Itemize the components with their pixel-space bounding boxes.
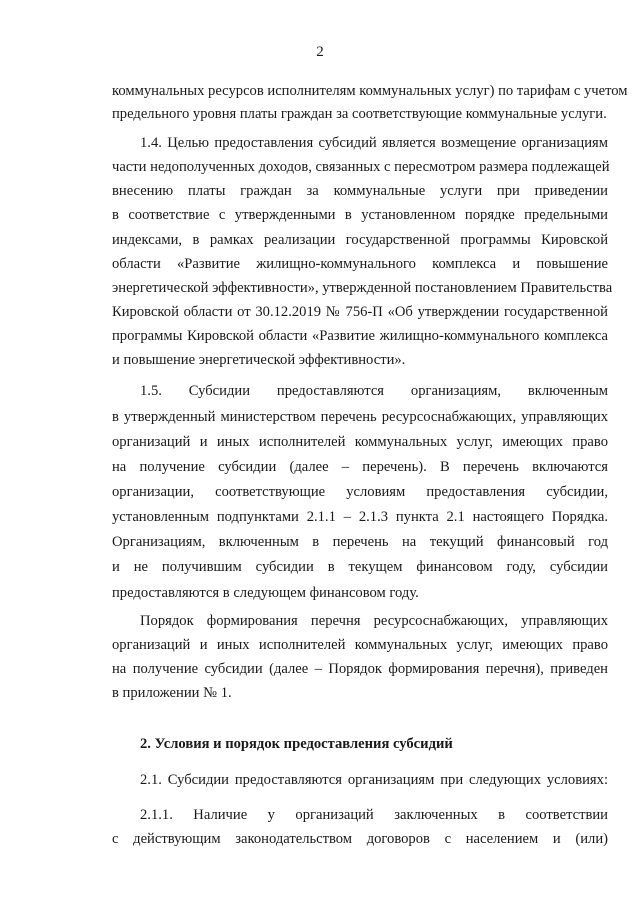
section-heading: 2. Условия и порядок предоставления субсидий — [140, 736, 453, 752]
text-line: внесению платы граждан за коммунальные услуги при приведении — [112, 183, 608, 199]
text-line: 1.4. Целью предоставления субсидий является возмещение организациям — [140, 135, 608, 151]
text-line: и не получившим субсидии в текущем финансовом году, субсидии — [112, 559, 608, 575]
text-line: программы Кировской области «Развитие жилищно-коммунального комплекса — [112, 328, 608, 344]
text-line: организаций и иных исполнителей коммунальных услуг, имеющих право — [112, 434, 608, 450]
text-line: 2.1.1. Наличие у организаций заключенных в соответствии — [140, 807, 608, 823]
text-line: на получение субсидии (далее – Порядок формирования перечня), приведен — [112, 661, 608, 677]
text-line: с действующим законодательством договоров с населением и (или) — [112, 831, 608, 847]
text-line: предельного уровня платы граждан за соответствующие коммунальные услуги. — [112, 106, 607, 122]
text-line: области «Развитие жилищно-коммунального комплекса и повышение — [112, 256, 608, 272]
text-line: части недополученных доходов, связанных с пересмотром размера подлежащей — [112, 159, 610, 175]
text-line: индексами, в рамках реализации государственной программы Кировской — [112, 232, 608, 248]
text-line: Кировской области от 30.12.2019 № 756-П «Об утверждении государственной — [112, 304, 608, 320]
text-line: в утвержденный министерством перечень ресурсоснабжающих, управляющих — [112, 409, 608, 425]
text-line: в соответствие с утвержденными в установленном порядке предельными — [112, 207, 608, 223]
text-line: в приложении № 1. — [112, 685, 232, 701]
text-line: и повышение энергетической эффективности». — [112, 352, 406, 368]
text-line: энергетической эффективности», утвержденной постановлением Правительства — [112, 280, 613, 296]
text-line: 2.1. Субсидии предоставляются организациям при следующих условиях: — [140, 772, 608, 788]
text-line: 1.5. Субсидии предоставляются организациям, включенным — [140, 383, 608, 399]
text-line: на получение субсидии (далее – перечень). В перечень включаются — [112, 459, 608, 475]
text-line: Порядок формирования перечня ресурсоснабжающих, управляющих — [140, 613, 608, 629]
text-line: Организациям, включенным в перечень на текущий финансовый год — [112, 534, 608, 550]
page-number: 2 — [316, 44, 324, 60]
text-line: установленным подпунктами 2.1.1 – 2.1.3 пункта 2.1 настоящего Порядка. — [112, 509, 608, 525]
text-line: организаций и иных исполнителей коммунальных услуг, имеющих право — [112, 637, 608, 653]
text-line: предоставляются в следующем финансовом году. — [112, 585, 419, 601]
text-line: организации, соответствующие условиям предоставления субсидии, — [112, 484, 608, 500]
text-line: коммунальных ресурсов исполнителям коммунальных услуг) по тарифам с учетом — [112, 83, 628, 99]
